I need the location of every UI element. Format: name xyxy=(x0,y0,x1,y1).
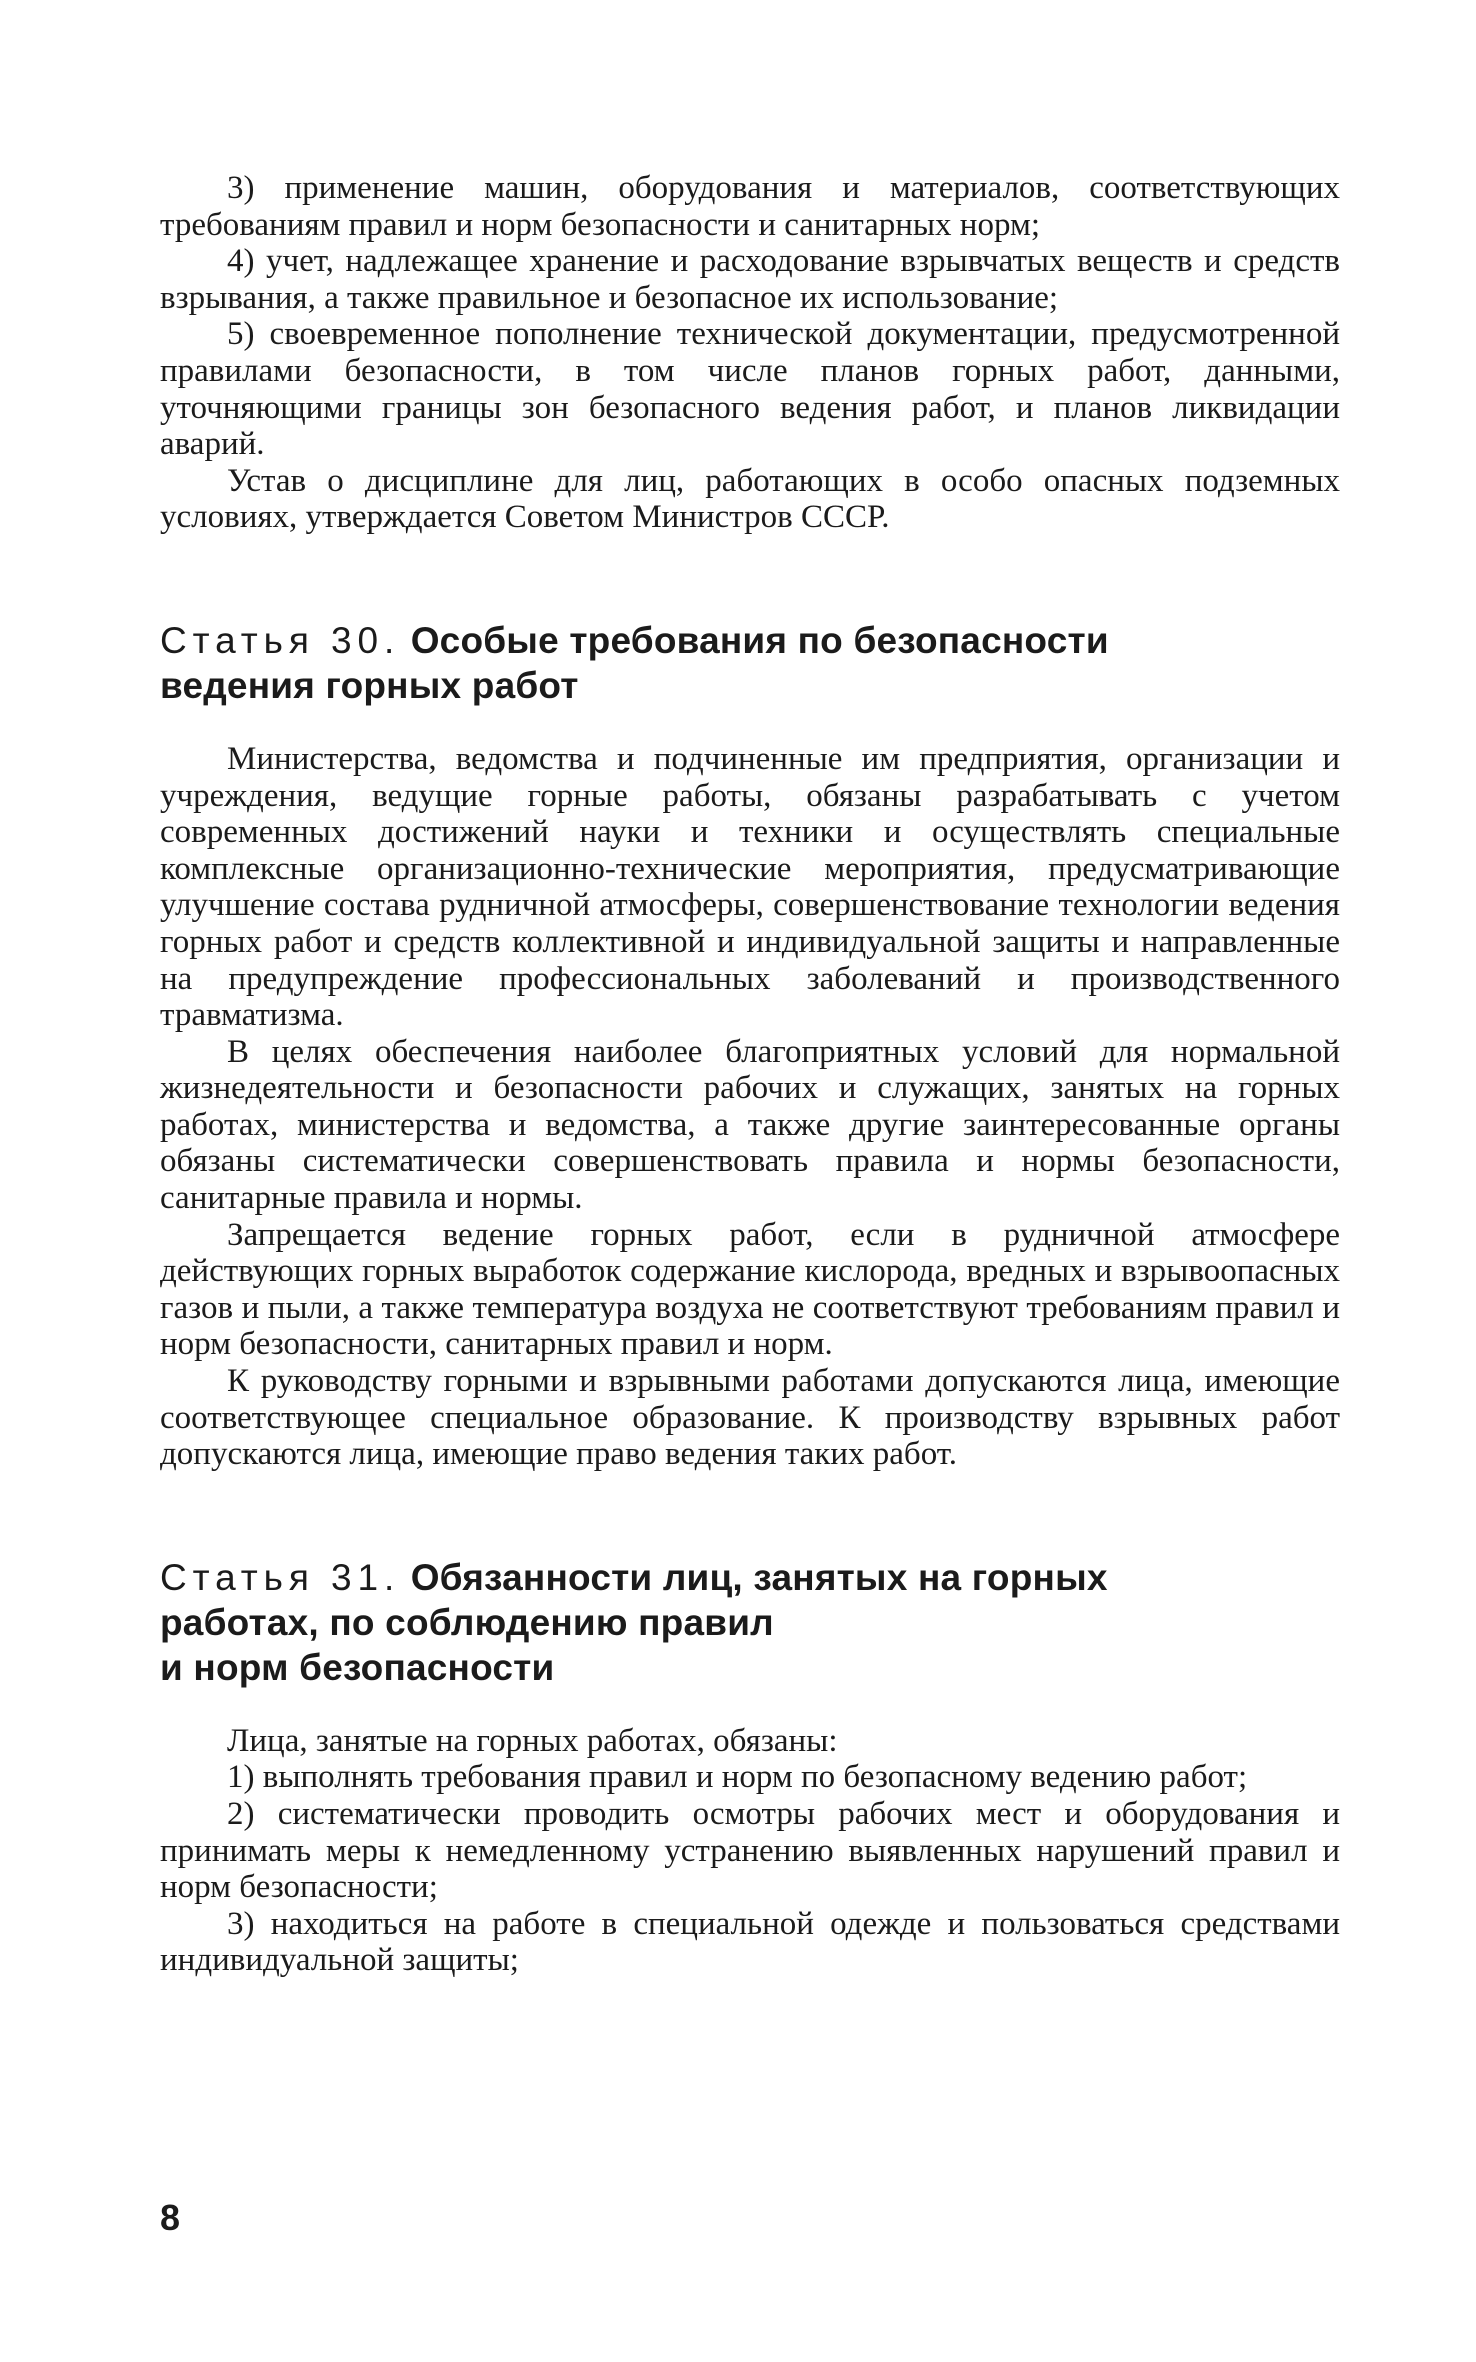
article-31-title-line2: работах, по соблюдению правил xyxy=(160,1601,774,1643)
article-30-label: Статья 30. xyxy=(160,619,401,661)
list-item: 5) своевременное пополнение технической документации, предусмотренной правилами безопасности, в том числе планов горных работ, данными, уточняющими границы зон безопасного ведения работ, и планов ликвидации аварий. xyxy=(160,316,1340,463)
paragraph: Лица, занятые на горных работах, обязаны: xyxy=(227,1722,838,1759)
page-number: 8 xyxy=(160,2197,181,2238)
page-body xyxy=(160,170,1340,1979)
paragraph: К руководству горными и взрывными работами допускаются лица, имеющие соответствующее специальное образование. К производству взрывных работ допускаются лица, имеющие право ведения таких работ. xyxy=(160,1363,1340,1473)
paragraph: Устав о дисциплине для лиц, работающих в особо опасных подземных условиях, утверждается Советом Министров СССР. xyxy=(160,462,1340,536)
article-31-title-line1: Обязанности лиц, занятых на горных xyxy=(410,1556,1108,1598)
article-30-heading xyxy=(160,618,1340,708)
article-31-label: Статья 31. xyxy=(160,1556,401,1598)
list-item: 3) применение машин, оборудования и материалов, соответствующих требованиям правил и норм безопасности и санитарных норм; xyxy=(160,170,1340,243)
article-31-heading xyxy=(160,1555,1340,1690)
list-item: 2) систематически проводить осмотры рабочих мест и оборудования и принимать меры к немедленному устранению выявленных нарушений правил и норм безопасности; xyxy=(160,1796,1340,1906)
list-item: 3) находиться на работе в специальной одежде и пользоваться средствами индивидуальной защиты; xyxy=(160,1905,1340,1979)
paragraph: В целях обеспечения наиболее благоприятных условий для нормальной жизнедеятельности и безопасности рабочих и служащих, занятых на горных работах, министерства и ведомства, а также другие заинтересованные органы обязаны систематически совершенствовать правила и нормы безопасности, санитарные правила и нормы. xyxy=(160,1033,1340,1217)
list-item: 4) учет, надлежащее хранение и расходование взрывчатых веществ и средств взрывания, а также правильное и безопасное их использование; xyxy=(160,243,1340,316)
article-30-title-line2: ведения горных работ xyxy=(160,664,579,706)
list-item: 1) выполнять требования правил и норм по безопасному ведению работ; xyxy=(227,1759,1248,1796)
paragraph: Запрещается ведение горных работ, если в рудничной атмосфере действующих горных выработок содержание кислорода, вредных и взрывоопасных газов и пыли, а также температура воздуха не соответствуют требованиям правил и норм безопасности, санитарных правил и норм. xyxy=(160,1216,1340,1363)
article-31-title-line3: и норм безопасности xyxy=(160,1646,555,1688)
paragraph: Министерства, ведомства и подчиненные им предприятия, организации и учреждения, ведущие горные работы, обязаны разрабатывать с учетом современных достижений науки и техники и осуществлять специальные комплексные организационно-технические мероприятия, предусматривающие улучшение состава рудничной атмосферы, совершенствование технологии ведения горных работ и средств коллективной и индивидуальной защиты и направленные на предупреждение профессиональных заболеваний и производственного травматизма. xyxy=(160,740,1340,1034)
article-30-title-line1: Особые требования по безопасности xyxy=(410,619,1109,661)
